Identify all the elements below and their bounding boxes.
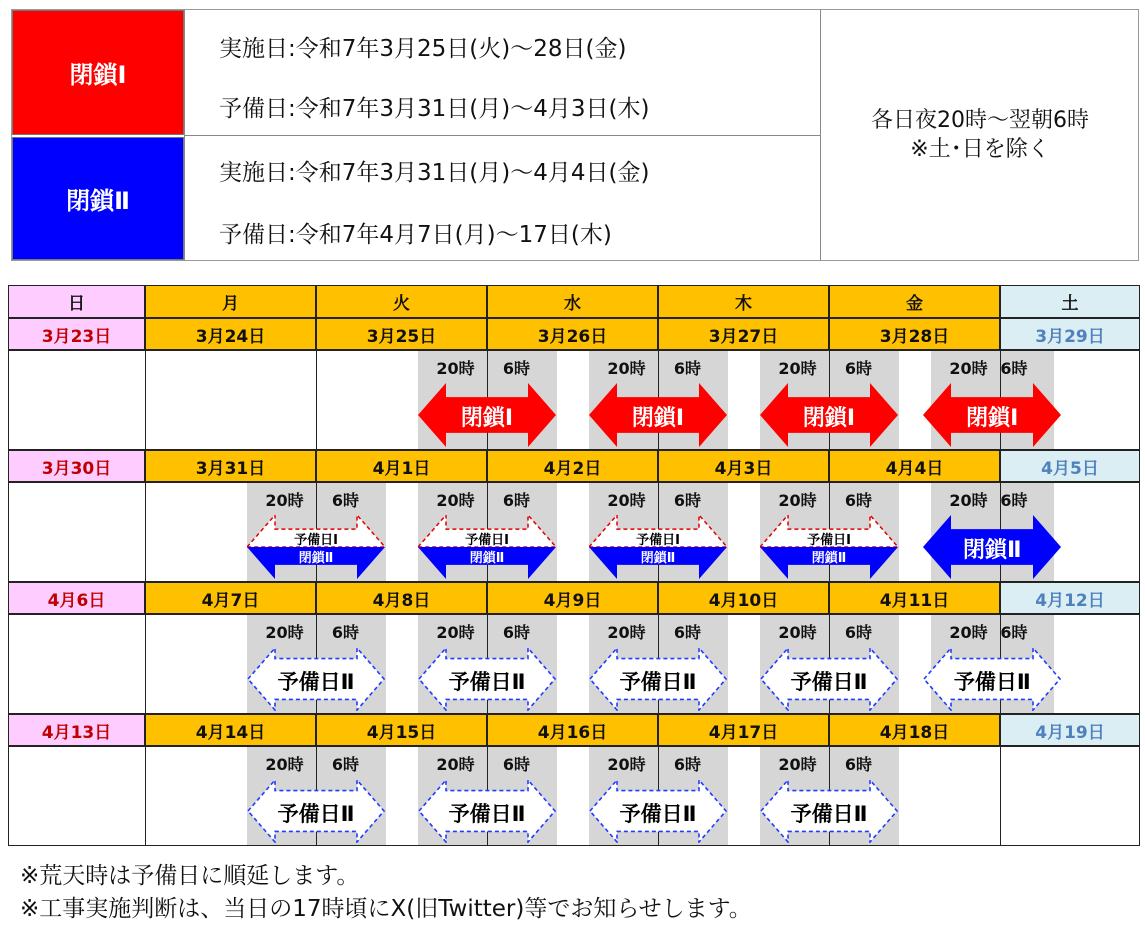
hour-end-w0-2: 6時 [502,359,531,378]
closure2-reserve: 予備日:令和7年4月7日(月)～17日(木) [219,222,612,248]
closure1-label: 閉鎖Ⅰ [12,10,184,135]
hour-start-w0-5: 20時 [949,359,988,378]
hour-start-w0-4: 20時 [778,359,817,378]
hour-end-w1-1: 6時 [331,491,360,510]
hour-start-w2-1: 20時 [265,623,304,642]
hour-end-w2-1: 6時 [331,623,360,642]
hour-end-w0-3: 6時 [673,359,702,378]
date-cell-w1-d6: 4月5日 [1000,450,1140,482]
hour-end-w0-5: 6時 [1000,359,1028,378]
arrow-label-w3-4: 予備日Ⅱ [790,802,868,826]
date-cell-w1-d5: 4月4日 [829,450,1000,482]
date-cell-w2-d1: 4月7日 [145,582,316,614]
footnote-announcement: ※工事実施判断は、当日の17時頃にX(旧Twitter)等でお知らせします。 [20,896,752,922]
date-cell-w0-d2: 3月25日 [316,318,487,350]
date-cell-w3-d5: 4月18日 [829,714,1000,746]
weekday-header-6: 土 [1000,285,1140,318]
closure1-reserve: 予備日:令和7年3月31日(月)～4月3日(木) [219,96,650,122]
hour-start-w0-2: 20時 [436,359,475,378]
hour-start-w2-4: 20時 [778,623,817,642]
date-cell-w3-d6: 4月19日 [1000,714,1140,746]
time-note: 各日夜20時～翌朝6時 [871,108,1089,133]
hour-start-w2-3: 20時 [607,623,646,642]
arrow-label-w0-4: 閉鎖Ⅰ [802,406,856,431]
arrow-label-w2-4: 予備日Ⅱ [790,670,868,694]
date-cell-w0-d5: 3月28日 [829,318,1000,350]
arrow-label-bottom-w1-4: 閉鎖Ⅱ [811,551,847,566]
hour-end-w2-2: 6時 [502,623,531,642]
hour-start-w2-5: 20時 [949,623,988,642]
weekday-header-5: 金 [829,285,1000,318]
date-cell-w0-d6: 3月29日 [1000,318,1140,350]
arrow-label-w3-2: 予備日Ⅱ [448,802,526,826]
arrow-label-w2-1: 予備日Ⅱ [277,670,355,694]
date-cell-w0-d4: 3月27日 [658,318,829,350]
date-cell-w0-d1: 3月24日 [145,318,316,350]
date-cell-w1-d1: 3月31日 [145,450,316,482]
day-divider-w3-1 [145,746,146,846]
arrow-label-bottom-w1-1: 閉鎖Ⅱ [298,551,334,566]
hour-start-w3-4: 20時 [778,755,817,774]
closure2-implementation: 実施日:令和7年3月31日(月)～4月4日(金) [219,160,650,186]
time-note-cell [820,10,1139,260]
closure1-implementation: 実施日:令和7年3月25日(火)～28日(金) [219,36,627,62]
weekday-header-3: 水 [487,285,658,318]
arrow-label-w0-2: 閉鎖Ⅰ [460,406,514,431]
week-body-3 [8,746,1140,846]
hour-end-w1-4: 6時 [844,491,873,510]
day-divider-w0-1 [145,350,146,450]
hour-end-w3-1: 6時 [331,755,360,774]
arrow-label-w1-5: 閉鎖Ⅱ [963,538,1022,563]
arrow-label-w2-2: 予備日Ⅱ [448,670,526,694]
hour-end-w2-5: 6時 [1000,623,1028,642]
date-cell-w1-d2: 4月1日 [316,450,487,482]
weekday-header-2: 火 [316,285,487,318]
hour-end-w1-5: 6時 [1000,491,1028,510]
hour-start-w3-1: 20時 [265,755,304,774]
date-cell-w0-d0: 3月23日 [8,318,145,350]
hour-start-w0-3: 20時 [607,359,646,378]
hour-start-w2-2: 20時 [436,623,475,642]
date-cell-w3-d2: 4月15日 [316,714,487,746]
hour-end-w3-2: 6時 [502,755,531,774]
exclude-note: ※土･日を除く [910,137,1050,162]
date-cell-w1-d3: 4月2日 [487,450,658,482]
arrow-label-w2-5: 予備日Ⅱ [953,670,1031,694]
hour-end-w1-2: 6時 [502,491,531,510]
closure-calendar [8,285,1140,846]
date-cell-w3-d4: 4月17日 [658,714,829,746]
date-cell-w0-d3: 3月26日 [487,318,658,350]
hour-start-w1-3: 20時 [607,491,646,510]
hour-start-w3-2: 20時 [436,755,475,774]
hour-start-w3-3: 20時 [607,755,646,774]
hour-end-w2-4: 6時 [844,623,873,642]
arrow-label-top-w1-2: 予備日Ⅰ [465,533,509,548]
arrow-label-w3-3: 予備日Ⅱ [619,802,697,826]
footnotes [20,860,752,926]
day-divider-w1-1 [145,482,146,582]
footnote-weather: ※荒天時は予備日に順延します。 [20,863,360,889]
hour-start-w1-5: 20時 [949,491,988,510]
arrow-label-w2-3: 予備日Ⅱ [619,670,697,694]
arrow-label-bottom-w1-2: 閉鎖Ⅱ [469,551,505,566]
arrow-label-w0-5: 閉鎖Ⅰ [966,406,1019,431]
arrow-label-w0-3: 閉鎖Ⅰ [631,406,685,431]
hour-start-w1-1: 20時 [265,491,304,510]
closure1-dates [184,10,820,136]
hour-end-w3-3: 6時 [673,755,702,774]
closure2-dates [184,136,820,260]
weekday-header-0: 日 [8,285,145,318]
hour-end-w3-4: 6時 [844,755,873,774]
date-cell-w2-d4: 4月10日 [658,582,829,614]
schedule-table [11,9,1139,261]
arrow-label-bottom-w1-3: 閉鎖Ⅱ [640,551,676,566]
date-cell-w1-d4: 4月3日 [658,450,829,482]
hour-start-w1-2: 20時 [436,491,475,510]
arrow-label-w3-1: 予備日Ⅱ [277,802,355,826]
weekday-header-4: 木 [658,285,829,318]
day-divider-w0-2 [316,350,317,450]
weekday-header-1: 月 [145,285,316,318]
day-divider-w2-1 [145,614,146,714]
date-cell-w1-d0: 3月30日 [8,450,145,482]
arrow-label-top-w1-1: 予備日Ⅰ [294,533,338,548]
date-cell-w3-d1: 4月14日 [145,714,316,746]
hour-start-w1-4: 20時 [778,491,817,510]
date-cell-w2-d5: 4月11日 [829,582,1000,614]
date-cell-w2-d2: 4月8日 [316,582,487,614]
date-cell-w2-d6: 4月12日 [1000,582,1140,614]
hour-end-w1-3: 6時 [673,491,702,510]
date-cell-w2-d3: 4月9日 [487,582,658,614]
day-divider-w3-6 [1000,746,1001,846]
date-cell-w3-d0: 4月13日 [8,714,145,746]
date-cell-w3-d3: 4月16日 [487,714,658,746]
hour-end-w2-3: 6時 [673,623,702,642]
arrow-label-top-w1-4: 予備日Ⅰ [807,533,851,548]
closure2-label: 閉鎖Ⅱ [12,137,184,260]
date-cell-w2-d0: 4月6日 [8,582,145,614]
arrow-label-top-w1-3: 予備日Ⅰ [636,533,680,548]
hour-end-w0-4: 6時 [844,359,873,378]
